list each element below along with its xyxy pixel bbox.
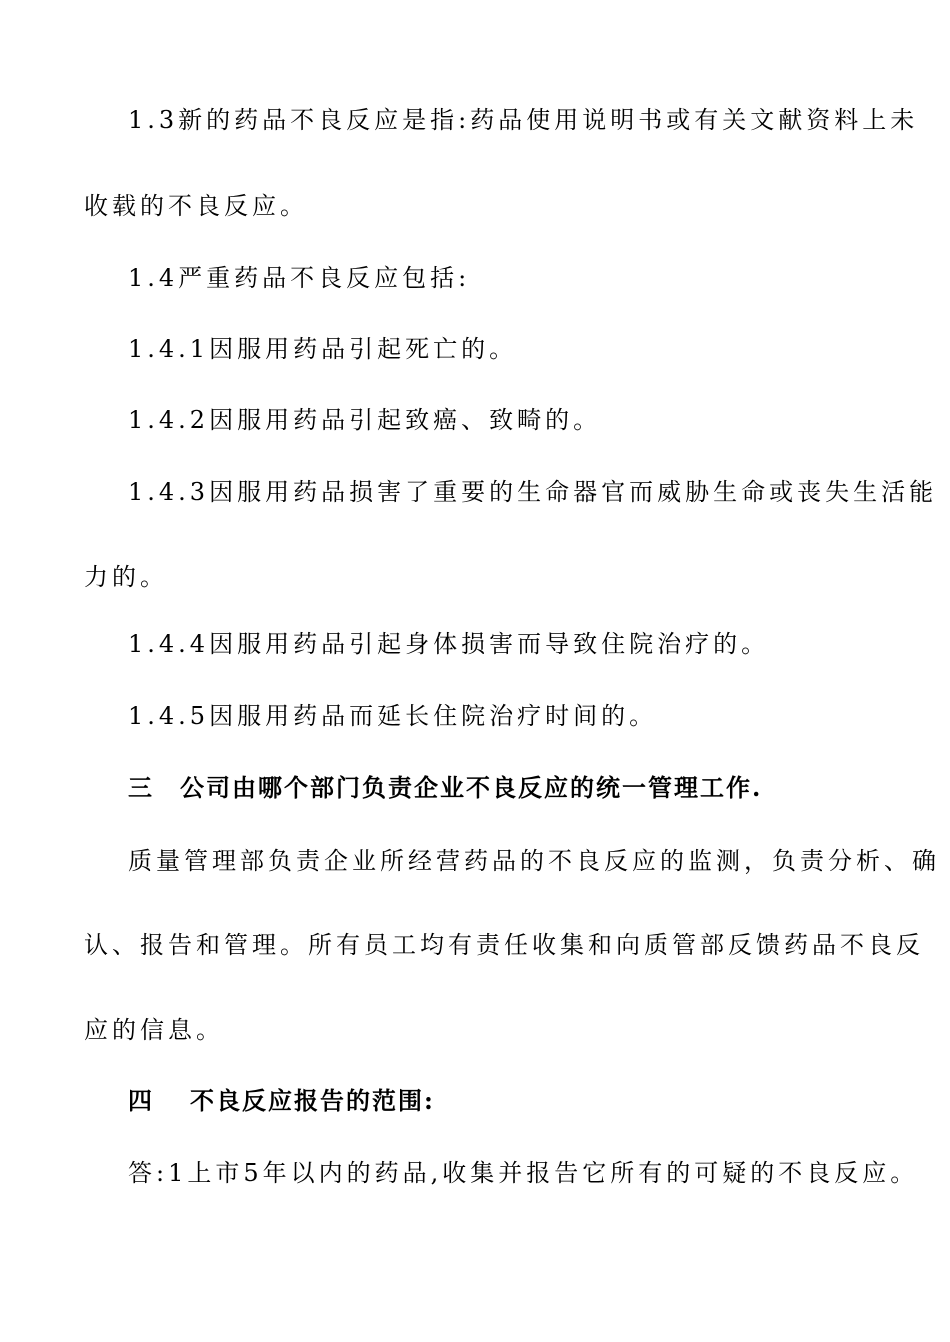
section-4-heading bbox=[128, 1085, 435, 1117]
paragraph-section-3-line-2: 认、报告和管理。所有员工均有责任收集和向质管部反馈药品不良反 bbox=[84, 931, 924, 959]
paragraph-section-3-line-3: 应的信息。 bbox=[84, 1016, 224, 1044]
paragraph-answer: 答:1上市5年以内的药品,收集并报告它所有的可疑的不良反应。 bbox=[128, 1159, 919, 1187]
paragraph-1-4: 1.4严重药品不良反应包括: bbox=[128, 264, 471, 292]
paragraph-1-4-1: 1.4.1因服用药品引起死亡的。 bbox=[128, 335, 518, 363]
section-4-number: 四 bbox=[128, 1086, 154, 1115]
paragraph-1-4-3-line-1: 1.4.3因服用药品损害了重要的生命器官而威胁生命或丧失生活能 bbox=[128, 478, 938, 506]
section-4-title: 不良反应报告的范围: bbox=[190, 1086, 435, 1115]
paragraph-1-3-line-2: 收载的不良反应。 bbox=[84, 192, 308, 220]
section-3-title: 公司由哪个部门负责企业不良反应的统一管理工作. bbox=[180, 773, 763, 802]
paragraph-1-3-line-1: 1.3新的药品不良反应是指:药品使用说明书或有关文献资料上未 bbox=[128, 106, 919, 134]
paragraph-1-4-5: 1.4.5因服用药品而延长住院治疗时间的。 bbox=[128, 702, 658, 730]
paragraph-1-4-2: 1.4.2因服用药品引起致癌、致畸的。 bbox=[128, 406, 602, 434]
section-3-heading bbox=[128, 772, 762, 804]
paragraph-1-4-4: 1.4.4因服用药品引起身体损害而导致住院治疗的。 bbox=[128, 630, 770, 658]
paragraph-1-4-3-line-2: 力的。 bbox=[84, 563, 168, 591]
paragraph-section-3-line-1: 质量管理部负责企业所经营药品的不良反应的监测，负责分析、确 bbox=[128, 847, 940, 875]
section-3-number: 三 bbox=[128, 773, 154, 802]
